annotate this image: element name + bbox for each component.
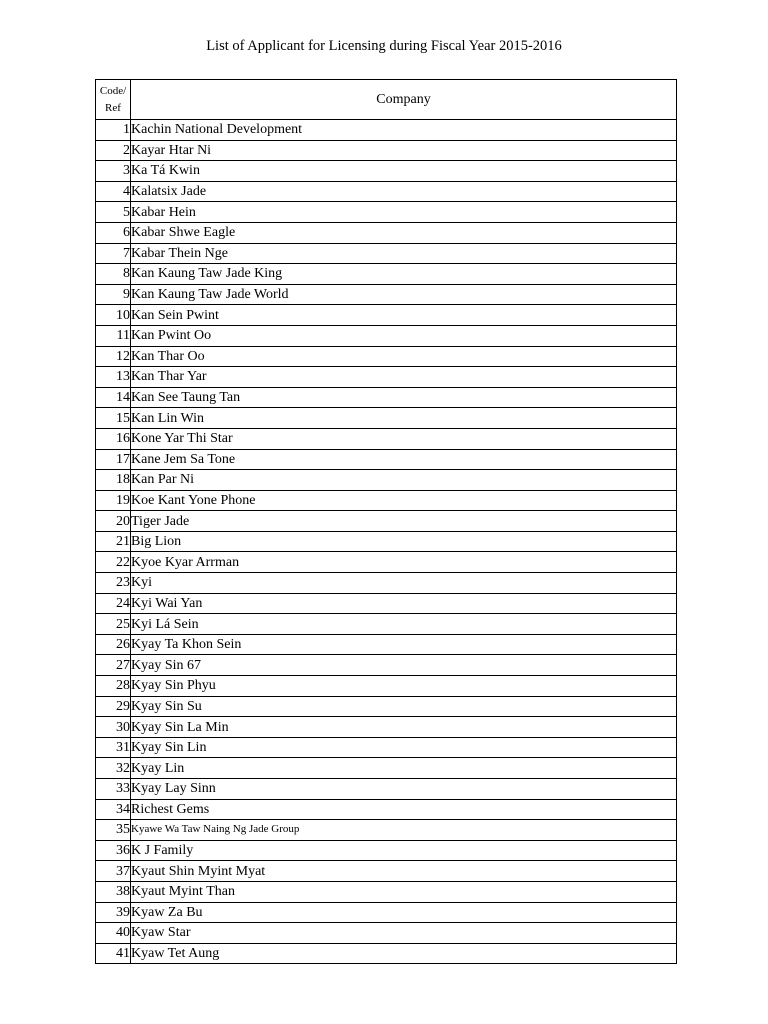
table-row [96,923,677,944]
code-cell: 10 [96,305,131,326]
table-row [96,593,677,614]
table-row [96,737,677,758]
company-cell: Kabar Hein [131,202,677,223]
company-cell: Kabar Thein Nge [131,243,677,264]
company-header: Company [131,80,677,120]
table-row [96,346,677,367]
code-cell: 6 [96,222,131,243]
table-row [96,531,677,552]
company-cell: Kan Pwint Oo [131,325,677,346]
company-cell: Kyaw Za Bu [131,902,677,923]
code-cell: 40 [96,923,131,944]
table-row [96,676,677,697]
code-cell: 15 [96,408,131,429]
code-cell: 27 [96,655,131,676]
table-row [96,799,677,820]
company-cell: K J Family [131,840,677,861]
company-cell: Richest Gems [131,799,677,820]
table-row [96,881,677,902]
table-row [96,387,677,408]
code-cell: 9 [96,284,131,305]
company-cell: Kalatsix Jade [131,181,677,202]
table-row [96,202,677,223]
code-cell: 4 [96,181,131,202]
code-cell: 31 [96,737,131,758]
company-cell: Kyay Sin Lin [131,737,677,758]
table-row [96,325,677,346]
code-cell: 37 [96,861,131,882]
company-cell: Kyay Sin Su [131,696,677,717]
table-row [96,470,677,491]
table-row [96,614,677,635]
code-ref-header [96,80,131,120]
table-row [96,758,677,779]
code-cell: 30 [96,717,131,738]
company-cell: Kyaut Myint Than [131,881,677,902]
code-cell: 29 [96,696,131,717]
applicant-table [95,79,677,964]
company-cell: Kane Jem Sa Tone [131,449,677,470]
table-row [96,840,677,861]
company-cell: Kyay Sin 67 [131,655,677,676]
code-header-line2: Ref [105,101,121,114]
table-row [96,779,677,800]
company-cell: Kone Yar Thi Star [131,428,677,449]
table-row [96,181,677,202]
company-cell: Kan Sein Pwint [131,305,677,326]
company-cell: Kyi Lá Sein [131,614,677,635]
company-cell: Koe Kant Yone Phone [131,490,677,511]
company-cell: Kyay Ta Khon Sein [131,634,677,655]
company-cell: Kachin National Development [131,120,677,141]
company-cell: Kyi [131,573,677,594]
code-cell: 20 [96,511,131,532]
company-cell: Kan See Taung Tan [131,387,677,408]
code-cell: 14 [96,387,131,408]
table-row [96,511,677,532]
company-cell: Kyay Lay Sinn [131,779,677,800]
code-cell: 34 [96,799,131,820]
table-row [96,222,677,243]
code-cell: 5 [96,202,131,223]
code-cell: 11 [96,325,131,346]
table-row [96,120,677,141]
code-cell: 39 [96,902,131,923]
company-cell: Kan Lin Win [131,408,677,429]
company-cell: Kyawe Wa Taw Naing Ng Jade Group [131,820,677,841]
table-row [96,655,677,676]
code-cell: 3 [96,161,131,182]
table-row [96,449,677,470]
company-cell: Ka Tá Kwin [131,161,677,182]
table-body [96,120,677,964]
table-row [96,305,677,326]
company-cell: Kyi Wai Yan [131,593,677,614]
company-cell: Kabar Shwe Eagle [131,222,677,243]
code-cell: 28 [96,676,131,697]
code-cell: 32 [96,758,131,779]
table-row [96,717,677,738]
table-row [96,428,677,449]
table-row [96,243,677,264]
code-cell: 18 [96,470,131,491]
code-cell: 17 [96,449,131,470]
code-cell: 1 [96,120,131,141]
table-row [96,573,677,594]
table-row [96,820,677,841]
table-row [96,634,677,655]
company-cell: Kyoe Kyar Arrman [131,552,677,573]
code-cell: 25 [96,614,131,635]
code-cell: 38 [96,881,131,902]
code-cell: 2 [96,140,131,161]
table-row [96,264,677,285]
code-cell: 7 [96,243,131,264]
table-row [96,902,677,923]
company-cell: Kan Par Ni [131,470,677,491]
company-cell: Kyay Sin La Min [131,717,677,738]
table-row [96,552,677,573]
table-row [96,408,677,429]
company-cell: Tiger Jade [131,511,677,532]
table-row [96,943,677,964]
company-cell: Kan Kaung Taw Jade World [131,284,677,305]
code-cell: 26 [96,634,131,655]
company-cell: Kayar Htar Ni [131,140,677,161]
table-header-row [96,80,677,120]
table-row [96,284,677,305]
code-cell: 21 [96,531,131,552]
code-cell: 12 [96,346,131,367]
code-cell: 8 [96,264,131,285]
company-cell: Kyay Sin Phyu [131,676,677,697]
code-cell: 13 [96,367,131,388]
code-cell: 41 [96,943,131,964]
table-row [96,367,677,388]
code-header-line1: Code/ [99,84,127,97]
code-cell: 36 [96,840,131,861]
company-cell: Kyaw Tet Aung [131,943,677,964]
code-cell: 19 [96,490,131,511]
page-title: List of Applicant for Licensing during Fiscal Year 2015-2016 [206,38,562,54]
table-row [96,696,677,717]
company-cell: Kan Thar Yar [131,367,677,388]
table-row [96,861,677,882]
company-cell: Big Lion [131,531,677,552]
table-row [96,490,677,511]
code-cell: 23 [96,573,131,594]
company-cell: Kyay Lin [131,758,677,779]
company-cell: Kan Kaung Taw Jade King [131,264,677,285]
company-cell: Kyaw Star [131,923,677,944]
code-cell: 22 [96,552,131,573]
code-cell: 33 [96,779,131,800]
table-row [96,161,677,182]
code-cell: 16 [96,428,131,449]
code-cell: 24 [96,593,131,614]
table-row [96,140,677,161]
company-cell: Kyaut Shin Myint Myat [131,861,677,882]
company-cell: Kan Thar Oo [131,346,677,367]
code-cell: 35 [96,820,131,841]
